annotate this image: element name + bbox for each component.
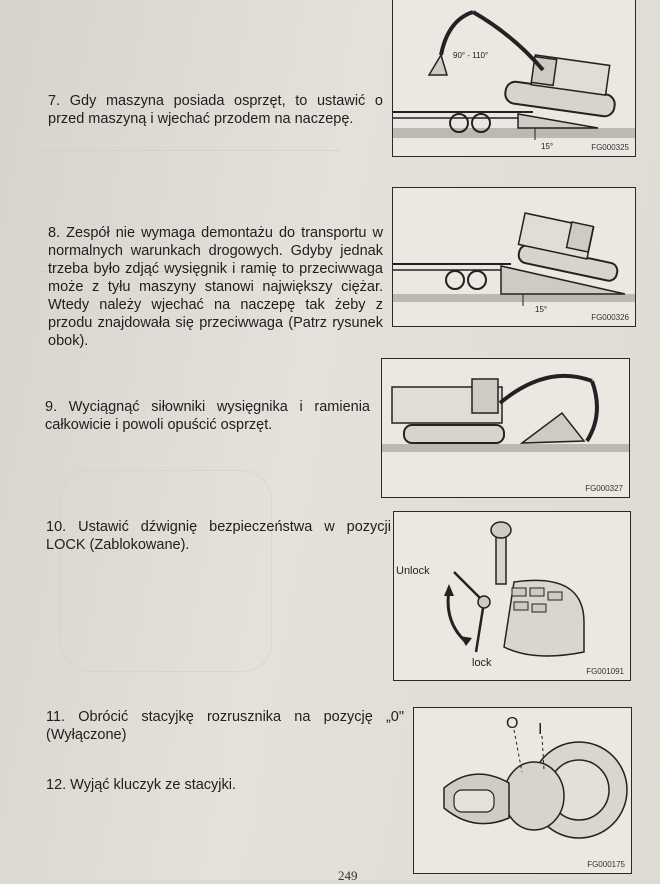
figure-1-excavator-boarding-trailer — [392, 0, 636, 157]
fig1-slope-label: 15° — [541, 142, 554, 151]
step-11-text: 11. Obrócić stacyjkę rozrusznika na pozycję „0" (Wyłączone) — [46, 709, 404, 743]
fig4-code: FG001091 — [586, 667, 624, 676]
step-8-text: 8. Zespół nie wymaga demontażu do transportu w normalnych warunkach drogowych. Gdyby jednak trzeba było zdjąć wysięgnik i ramię to przeciwwaga może z tyłu maszyny stanowi największy ciężar. Wtedy należy wjechać na naczepę tak żeby z przodu znajdowała się przeciwwaga (Patrz rysunek obok). — [48, 225, 383, 349]
figure-4-safety-lever — [393, 511, 631, 681]
step-10-text: 10. Ustawić dźwignię bezpieczeństwa w pozycji LOCK (Zablokowane). — [46, 519, 391, 553]
figure-5-ignition-key — [413, 707, 632, 874]
fig5-pos-i-label: I — [538, 721, 543, 738]
fig2-slope-label: 15° — [535, 305, 548, 314]
bleed-through-drawing — [60, 470, 272, 672]
fig1-angle-label: 90° - 110° — [453, 51, 489, 60]
step-9-text: 9. Wyciągnąć siłowniki wysięgnika i ramienia całkowicie i powoli opuścić osprzęt. — [45, 399, 370, 433]
fig4-lock-label: lock — [472, 657, 492, 669]
fig2-code: FG000326 — [591, 313, 629, 322]
page-number: 249 — [338, 868, 358, 883]
fig3-code: FG000327 — [585, 484, 623, 493]
step-12-text: 12. Wyjąć kluczyk ze stacyjki. — [46, 777, 237, 793]
figure-3-excavator-lowered-attachment — [381, 358, 630, 498]
fig5-pos-o-label: O — [506, 715, 519, 732]
step-7-text: 7. Gdy maszyna posiada osprzęt, to ustawić o przed maszyną i wjechać przodem na naczepę. — [48, 93, 383, 127]
fig4-unlock-label: Unlock — [396, 565, 430, 577]
fig5-code: FG000175 — [587, 860, 625, 869]
figure-2-excavator-counterweight-front — [392, 187, 636, 327]
fig1-code: FG000325 — [591, 143, 629, 152]
